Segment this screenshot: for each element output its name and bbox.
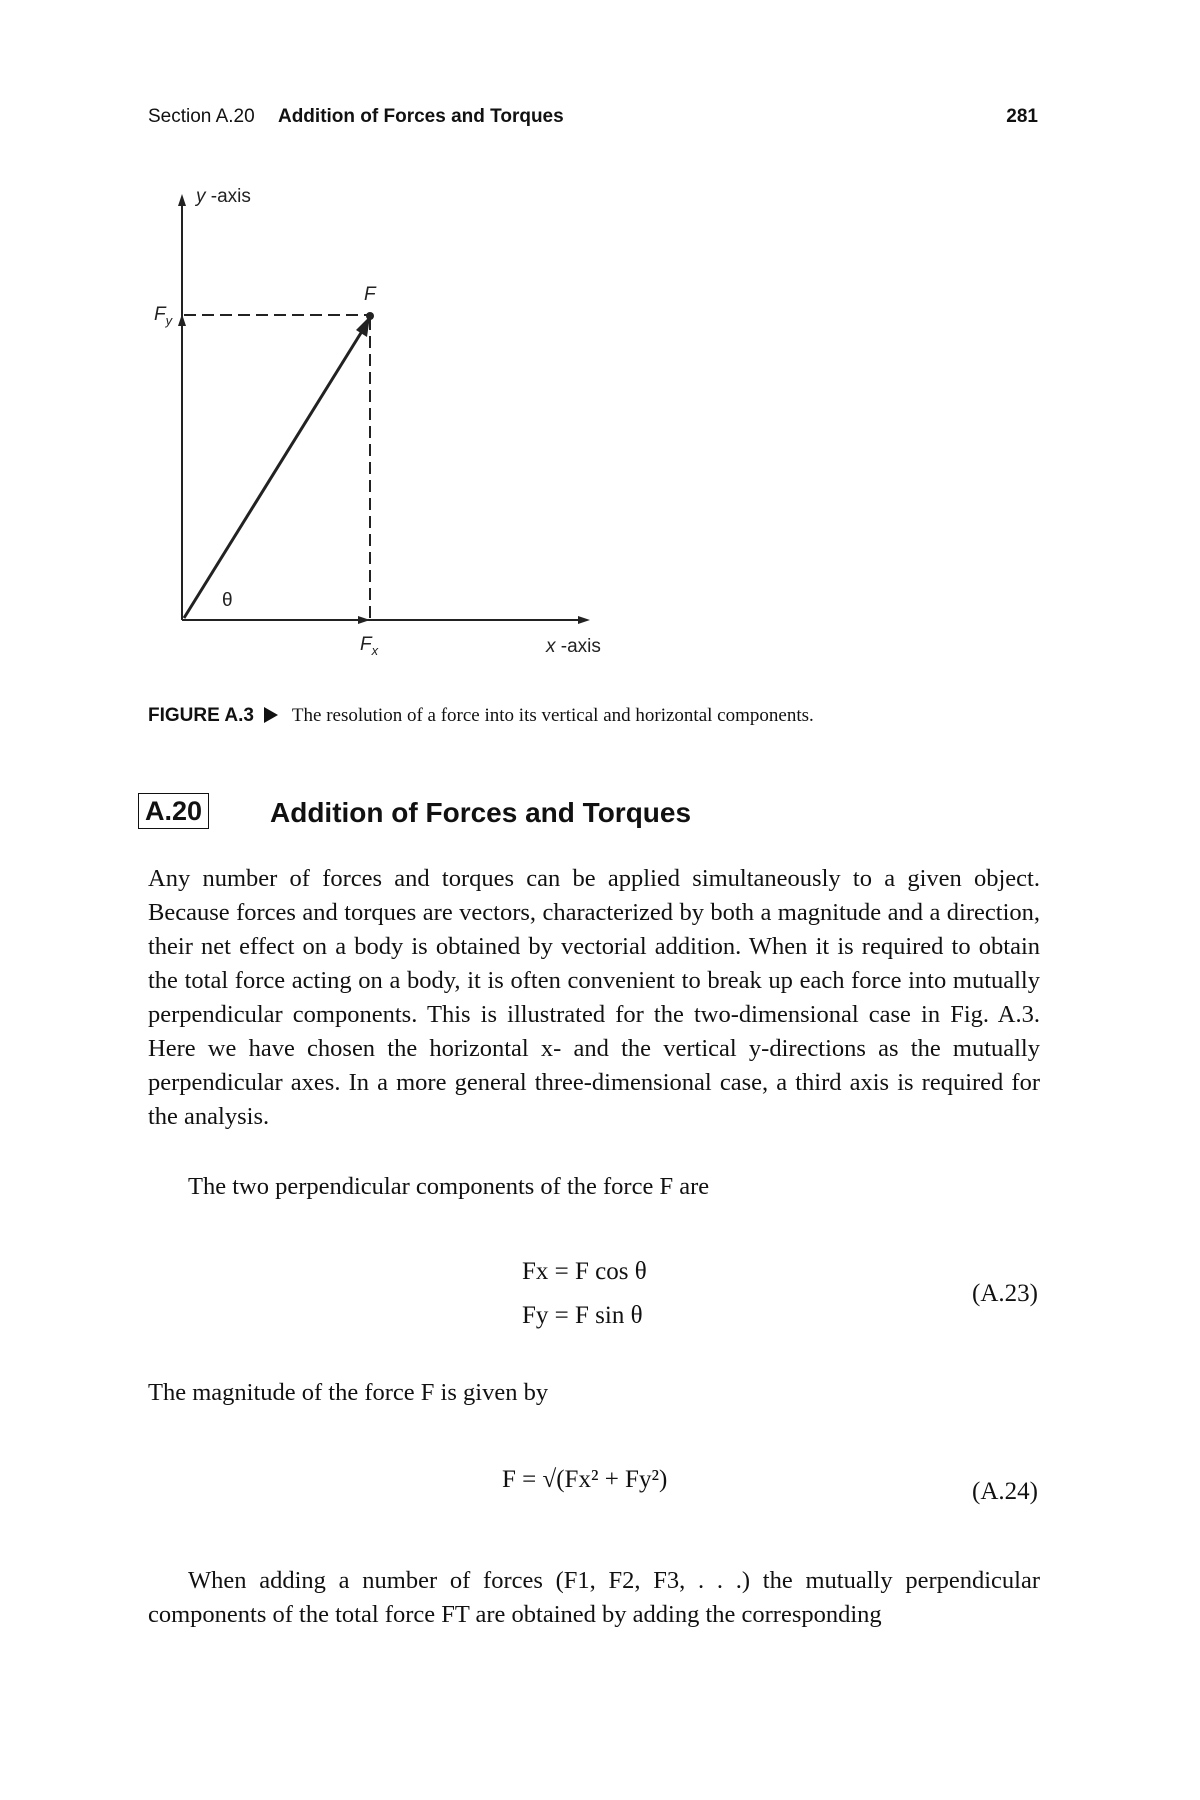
- section-heading: [138, 793, 1038, 829]
- y-axis-label: y -axis: [196, 186, 251, 207]
- paragraph-1: Any number of forces and torques can be applied simultaneously to a given object. Because forces and torques are vectors, characterized by both a magnitude and a direction, their net effect on a body is obtained by vectorial addition. When it is required to obtain the total force acting on a body, it is often convenient to break up each force into mutually perpendicular components. This is illustrated for the two-dimensional case in Fig. A.3. Here we have chosen the horizontal x- and the vertical y-directions as the mutually perpendicular axes. In a more general three-dimensional case, a third axis is required for the analysis.: [148, 865, 1040, 1130]
- page-number: 281: [1006, 106, 1038, 127]
- equation-number-a23: (A.23): [972, 1280, 1038, 1307]
- equation-a23-line2: Fy = F sin θ: [522, 1302, 643, 1329]
- equation-a23-line1: Fx = F cos θ: [522, 1258, 647, 1285]
- caption-label: FIGURE A.3: [148, 705, 254, 726]
- running-head-title: Addition of Forces and Torques: [277, 106, 564, 127]
- x-axis-label: x -axis: [546, 636, 601, 657]
- y-axis-arrowhead: [178, 194, 186, 206]
- paragraph-2: The two perpendicular components of the force F are: [188, 1173, 710, 1200]
- fx-label: $F_x$: [360, 634, 379, 658]
- section-number: A.20: [138, 793, 209, 829]
- x-axis-arrowhead: [578, 616, 590, 624]
- paragraph-4: When adding a number of forces (F1, F2, F3, . . .) the mutually perpendicular components of the total force FT are obtained by adding the corresponding: [148, 1567, 1040, 1628]
- running-head-section: Section A.20: [148, 106, 255, 127]
- fy-label: $F_y$: [154, 304, 173, 328]
- figure-a3: [148, 180, 648, 670]
- force-vector: [184, 328, 364, 618]
- caption-text: The resolution of a force into its vertical and horizontal components.: [291, 705, 814, 726]
- running-head: [148, 106, 1038, 128]
- figure-caption: [148, 705, 1048, 727]
- force-diagram: [148, 180, 648, 670]
- caption-triangle-icon: [264, 707, 278, 723]
- paragraph-3: The magnitude of the force F is given by: [148, 1379, 549, 1406]
- equation-number-a24: (A.24): [972, 1478, 1038, 1505]
- force-tip-point: [366, 312, 374, 320]
- fx-marker-icon: [358, 616, 370, 624]
- theta-label: θ: [222, 590, 233, 611]
- section-title: Addition of Forces and Torques: [270, 797, 692, 828]
- force-label: F: [364, 284, 376, 305]
- equation-a24: F = √(Fx² + Fy²): [502, 1466, 668, 1493]
